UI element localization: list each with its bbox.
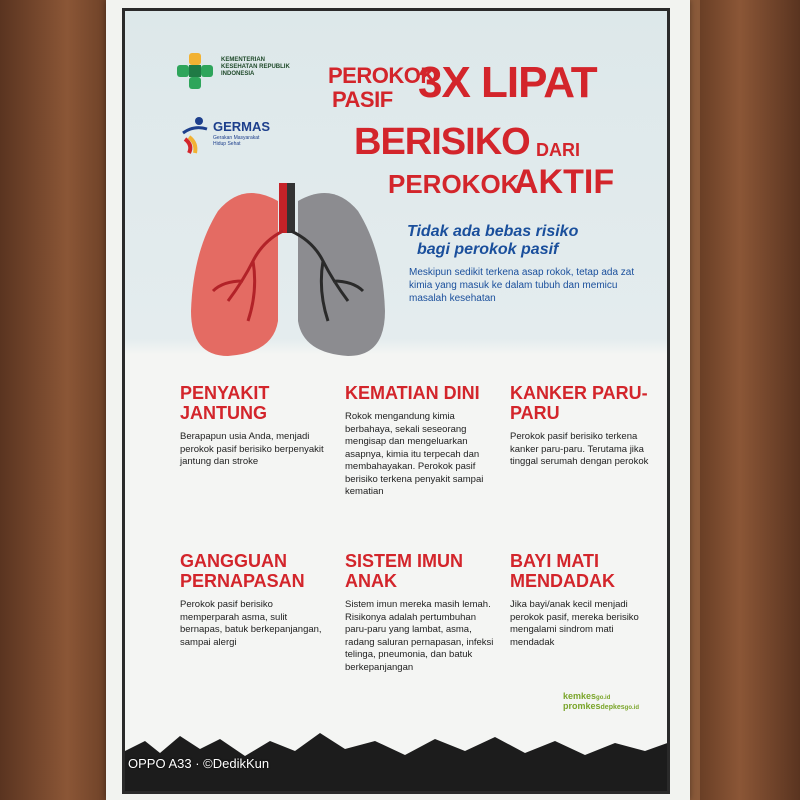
footer-logos [563,691,667,711]
wooden-background-right [700,0,800,800]
mountain-silhouette [125,711,670,791]
camera-watermark: OPPO A33 · ©DedikKun [128,756,270,771]
headline-aktif: AKTIF [514,163,615,201]
card-kematian-dini [345,383,495,499]
card-body: Berapapun usia Anda, menjadi perokok pasif berisiko berpenyakit jantung dan stroke [180,431,324,467]
wooden-background-left [0,0,112,800]
kemkes-domain: go.id [596,695,611,701]
card-gangguan-pernapasan [180,551,330,649]
lungs-illustration [183,181,393,361]
card-bayi-mati-mendadak [510,551,660,649]
subhead-line2: bagi perokok pasif [417,241,559,258]
promkes-domain: go.id [624,705,639,711]
headline-perokok-2: PEROKOK [388,169,520,199]
headline-perokok: PEROKOK [328,63,436,88]
card-body: Perokok pasif berisiko terkena kanker paru-paru. Terutama jika tinggal serumah dengan perokok [510,431,649,467]
headline-berisiko: BERISIKO [354,121,530,163]
headline-dari: DARI [536,140,580,160]
promkes-logo-text: promkes [563,701,601,711]
kemkes-logo-text: kemkes [563,691,597,701]
headline-pasif: PASIF [332,87,393,112]
kemenkes-logo-icon [175,51,215,91]
ministry-name: KEMENTERIAN KESEHATAN REPUBLIK INDONESIA [221,57,290,77]
card-title: BAYI MATI MENDADAK [510,551,615,591]
germas-tagline: Gerakan Masyarakat Hidup Sehat [213,135,260,147]
headline-3x-lipat: 3X LIPAT [418,58,597,107]
poster-frame [122,8,670,794]
card-title: SISTEM IMUN ANAK [345,551,464,591]
card-penyakit-jantung [180,383,330,469]
card-body: Jika bayi/anak kecil menjadi perokok pasif, mereka berisiko mengalami sindrom mati mendadak [510,599,639,648]
subhead [407,223,647,259]
card-title: PENYAKIT JANTUNG [180,383,270,423]
card-title: KEMATIAN DINI [345,383,480,403]
germas-logo-icon [179,115,209,155]
card-sistem-imun-anak [345,551,495,674]
card-body: Rokok mengandung kimia berbahaya, sekali seseorang mengisap dan mengeluarkan asapnya, kimia itu terpecah dan membahayakan. Perokok pasif berisiko terkena penyakit sampai kematian [345,411,484,497]
promkes-depkes: depkes [600,704,625,711]
card-body: Perokok pasif berisiko memperparah asma, sulit bernapas, batuk berkepanjangan, sampai alergi [180,599,322,648]
germas-name: GERMAS [213,119,271,134]
poster [106,0,690,800]
card-title: GANGGUAN PERNAPASAN [180,551,305,591]
card-title: KANKER PARU-PARU [510,383,648,423]
subhead-line1: Tidak ada bebas risiko [407,223,579,240]
card-body: Sistem imun mereka masih lemah. Risikonya adalah pertumbuhan paru-paru yang lambat, asma, radang saluran pernapasan, infeksi telinga, pneumonia, dan batuk berkepanjangan [345,599,494,673]
subhead-description: Meskipun sedikit terkena asap rokok, tetap ada zat kimia yang masuk ke dalam tubuh dan memicu masalah kesehatan [409,267,635,304]
card-kanker-paru-paru [510,383,660,469]
